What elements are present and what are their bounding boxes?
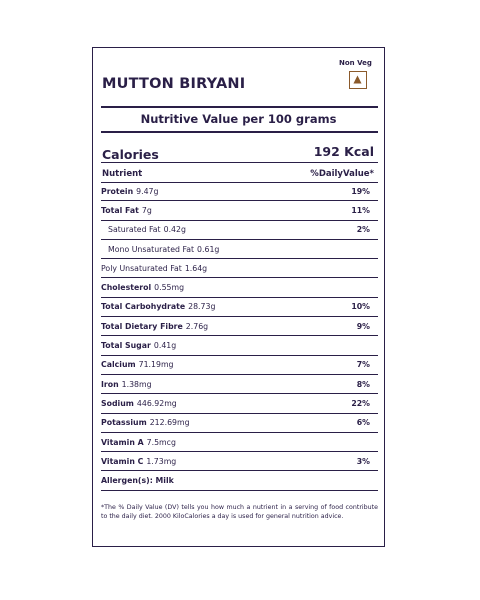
nutrient-daily-value: 3% — [356, 456, 370, 466]
nutrient-daily-value: 10% — [351, 302, 370, 312]
product-title: MUTTON BIRYANI — [102, 76, 246, 92]
triangle-icon — [353, 75, 362, 84]
nutrient-name: Vitamin C — [101, 456, 144, 466]
divider — [101, 162, 378, 163]
nutrition-label-card — [92, 47, 385, 547]
daily-value-column-header: %DailyValue* — [310, 169, 374, 179]
nutrient-amount: 1.73mg — [146, 456, 177, 466]
calories-value: 192 Kcal — [313, 144, 374, 159]
nutrient-amount: 1.38mg — [121, 379, 152, 389]
nutrient-amount: 9.47g — [136, 187, 159, 197]
table-row — [101, 471, 378, 490]
table-row — [101, 182, 378, 201]
nutrient-name: Calcium — [101, 360, 136, 370]
table-row — [101, 394, 378, 413]
nutrient-name: Sodium — [101, 398, 134, 408]
nutrient-daily-value: 22% — [351, 398, 370, 408]
table-row — [101, 240, 378, 259]
table-row — [101, 259, 378, 278]
nutrient-daily-value: 7% — [356, 360, 370, 370]
nutrient-name: Total Sugar — [101, 341, 151, 351]
nutrient-name: Potassium — [101, 418, 147, 428]
nutrient-daily-value: 9% — [356, 321, 370, 331]
nutrient-name: Cholesterol — [101, 283, 152, 293]
nutrient-amount: 28.73g — [188, 302, 216, 312]
table-row — [101, 298, 378, 317]
nutrient-daily-value: 11% — [351, 205, 370, 215]
table-row — [101, 356, 378, 375]
table-row — [101, 414, 378, 433]
calories-label: Calories — [102, 147, 159, 162]
nutrient-amount: 0.55mg — [154, 283, 185, 293]
nutrient-amount: 1.64g — [184, 263, 208, 273]
non-veg-icon — [349, 71, 367, 89]
nutrient-name: Total Fat — [101, 205, 139, 215]
divider — [101, 106, 378, 108]
nutrient-name: Poly Unsaturated Fat — [101, 263, 182, 273]
nutrient-name: Protein — [101, 187, 134, 197]
nutrient-amount: 0.61g — [197, 244, 220, 254]
nutrient-name: Vitamin A — [101, 437, 144, 447]
table-row — [101, 433, 378, 452]
table-row — [101, 336, 378, 355]
table-row — [101, 221, 378, 240]
table-row — [101, 278, 378, 297]
table-row — [101, 201, 378, 220]
serving-subtitle: Nutritive Value per 100 grams — [140, 112, 337, 126]
nutrient-name: Saturated Fat — [108, 225, 161, 235]
nutrient-table — [101, 182, 378, 491]
nutrient-name: Total Carbohydrate — [101, 302, 186, 312]
nutrient-amount: 0.41g — [153, 341, 177, 351]
nutrient-name: Iron — [101, 379, 119, 389]
nutrient-name: Total Dietary Fibre — [101, 321, 183, 331]
nutrient-amount: 71.19mg — [138, 360, 174, 370]
nutrient-amount: 446.92mg — [136, 398, 177, 408]
table-row — [101, 452, 378, 471]
nutrient-amount: 7.5mcg — [146, 437, 176, 447]
nutrient-daily-value: 19% — [351, 187, 370, 197]
nutrient-amount: 212.69mg — [149, 418, 190, 428]
nutrient-daily-value: 8% — [356, 379, 370, 389]
table-row — [101, 317, 378, 336]
nutrient-amount: 7g — [141, 205, 152, 215]
nutrient-amount: 2.76g — [185, 321, 209, 331]
nutrient-daily-value: 6% — [356, 418, 370, 428]
nutrient-name: Mono Unsaturated Fat — [108, 244, 195, 254]
table-row — [101, 375, 378, 394]
divider — [101, 131, 378, 133]
nutrient-column-header: Nutrient — [102, 169, 143, 179]
nutrient-amount: 0.42g — [163, 225, 186, 235]
nutrient-daily-value: 2% — [356, 225, 370, 235]
footnote: *The % Daily Value (DV) tells you how much a nutrient in a serving of food contribute to the daily diet. 2000 KiloCalories a day is used for general nutrition advice. — [101, 504, 378, 520]
diet-label: Non Veg — [339, 59, 372, 67]
nutrient-name: Allergen(s): Milk — [101, 476, 174, 486]
